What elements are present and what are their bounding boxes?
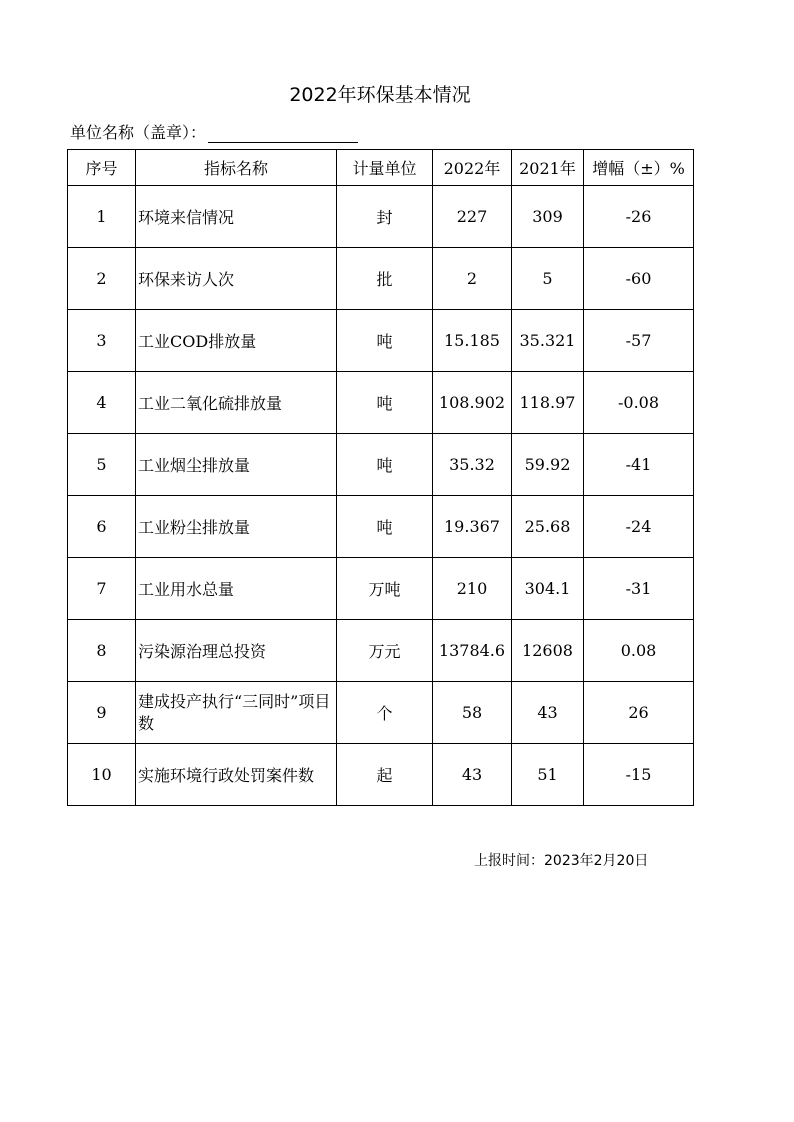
table-row (68, 682, 694, 744)
report-date: 上报时间：2023年2月20日 (474, 853, 649, 869)
cell-unit: 吨 (337, 310, 433, 372)
cell-2022: 2 (433, 248, 512, 310)
cell-name: 工业烟尘排放量 (136, 434, 337, 496)
cell-unit: 吨 (337, 496, 433, 558)
cell-unit: 批 (337, 248, 433, 310)
cell-2022: 15.185 (433, 310, 512, 372)
cell-no: 1 (68, 186, 136, 248)
page-title: 2022年环保基本情况 (289, 84, 471, 106)
header-unit: 计量单位 (337, 150, 433, 186)
unit-name-label: 单位名称（盖章）： (70, 123, 207, 142)
cell-growth: -60 (584, 248, 694, 310)
cell-unit: 吨 (337, 372, 433, 434)
cell-2022: 108.902 (433, 372, 512, 434)
cell-2021: 35.321 (512, 310, 584, 372)
table-row (68, 496, 694, 558)
cell-unit: 万吨 (337, 558, 433, 620)
cell-2022: 227 (433, 186, 512, 248)
cell-unit: 封 (337, 186, 433, 248)
table-row (68, 372, 694, 434)
cell-2022: 19.367 (433, 496, 512, 558)
cell-2022: 58 (433, 682, 512, 744)
cell-2022: 210 (433, 558, 512, 620)
cell-unit: 个 (337, 682, 433, 744)
cell-2021: 5 (512, 248, 584, 310)
environment-stats-table (67, 149, 694, 806)
table-row (68, 310, 694, 372)
cell-growth: -57 (584, 310, 694, 372)
header-name: 指标名称 (136, 150, 337, 186)
cell-growth: 0.08 (584, 620, 694, 682)
header-2022: 2022年 (433, 150, 512, 186)
unit-name-blank (208, 126, 358, 143)
cell-name: 工业COD排放量 (136, 310, 337, 372)
table-row (68, 248, 694, 310)
cell-2021: 309 (512, 186, 584, 248)
cell-name: 环保来访人次 (136, 248, 337, 310)
cell-no: 2 (68, 248, 136, 310)
cell-2021: 12608 (512, 620, 584, 682)
cell-name: 工业用水总量 (136, 558, 337, 620)
cell-growth: -24 (584, 496, 694, 558)
table-row (68, 620, 694, 682)
header-growth: 增幅（±）% (584, 150, 694, 186)
header-2021: 2021年 (512, 150, 584, 186)
cell-no: 4 (68, 372, 136, 434)
cell-no: 9 (68, 682, 136, 744)
table-header-row (68, 150, 694, 186)
cell-growth: -26 (584, 186, 694, 248)
cell-2021: 51 (512, 744, 584, 806)
cell-no: 7 (68, 558, 136, 620)
cell-2021: 25.68 (512, 496, 584, 558)
table-row (68, 558, 694, 620)
cell-no: 5 (68, 434, 136, 496)
cell-growth: 26 (584, 682, 694, 744)
cell-2022: 35.32 (433, 434, 512, 496)
cell-unit: 起 (337, 744, 433, 806)
cell-2021: 118.97 (512, 372, 584, 434)
cell-name: 工业粉尘排放量 (136, 496, 337, 558)
cell-no: 10 (68, 744, 136, 806)
cell-no: 8 (68, 620, 136, 682)
cell-growth: -15 (584, 744, 694, 806)
cell-2022: 43 (433, 744, 512, 806)
unit-name-line (70, 120, 358, 143)
cell-2021: 43 (512, 682, 584, 744)
table-row (68, 434, 694, 496)
cell-2022: 13784.6 (433, 620, 512, 682)
cell-name: 环境来信情况 (136, 186, 337, 248)
cell-growth: -41 (584, 434, 694, 496)
table-row (68, 744, 694, 806)
cell-growth: -31 (584, 558, 694, 620)
cell-2021: 59.92 (512, 434, 584, 496)
cell-2021: 304.1 (512, 558, 584, 620)
cell-unit: 万元 (337, 620, 433, 682)
cell-name: 建成投产执行“三同时”项目数 (136, 682, 337, 744)
cell-name: 工业二氧化硫排放量 (136, 372, 337, 434)
cell-growth: -0.08 (584, 372, 694, 434)
cell-no: 3 (68, 310, 136, 372)
cell-no: 6 (68, 496, 136, 558)
table-row (68, 186, 694, 248)
header-no: 序号 (68, 150, 136, 186)
cell-name: 实施环境行政处罚案件数 (136, 744, 337, 806)
cell-unit: 吨 (337, 434, 433, 496)
cell-name: 污染源治理总投资 (136, 620, 337, 682)
